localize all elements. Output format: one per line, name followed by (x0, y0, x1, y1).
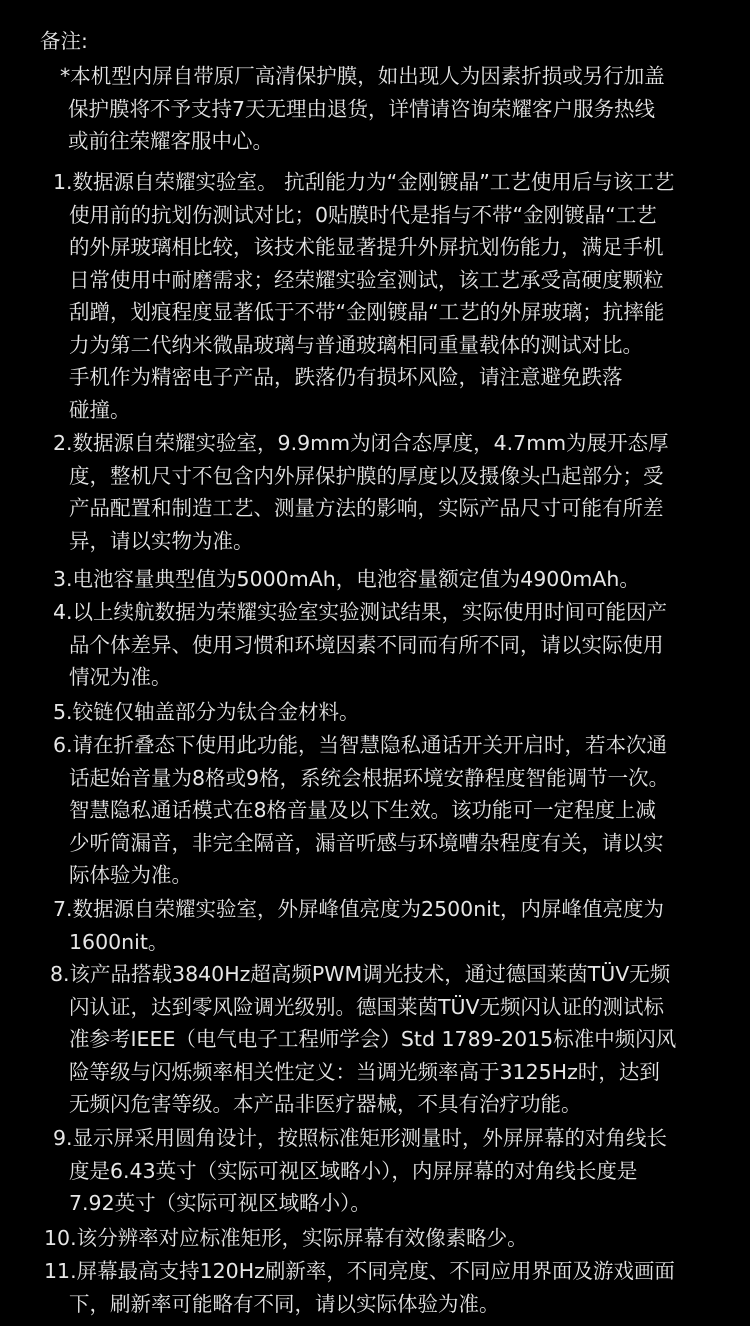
note-item-5 (53, 696, 750, 729)
note-line: 10.该分辨率对应标准矩形，实际屏幕有效像素略少。 (44, 1226, 528, 1250)
note-line: 碰撞。 (69, 397, 131, 422)
note-item-11 (44, 1255, 750, 1320)
note-line: 力为第二代纳米微晶玻璃与普通玻璃相同重量载体的测试对比。 (69, 332, 643, 357)
note-line: 度，整机尺寸不包含内外屏保护膜的厚度以及摄像头凸起部分；受 (69, 463, 664, 488)
note-line: 智慧隐私通话模式在8格音量及以下生效。该功能可一定程度上减 (69, 798, 657, 822)
note-line: 准参考IEEE（电气电子工程师学会）Std 1789-2015标准中频闪风 (69, 1027, 677, 1051)
note-line: 4.以上续航数据为荣耀实验室实验测试结果，实际使用时间可能因产 (53, 600, 668, 624)
note-line: 情况为准。 (69, 665, 172, 689)
note-preface (60, 60, 750, 158)
note-item-9 (53, 1122, 750, 1220)
note-line: 话起始音量为8格或9格，系统会根据环境安静程度智能调节一次。 (69, 765, 670, 790)
note-line: 日常使用中耐磨需求；经荣耀实验室测试，该工艺承受高硬度颗粒 (69, 267, 664, 292)
note-line: 无频闪危害等级。本产品非医疗器械，不具有治疗功能。 (69, 1092, 582, 1116)
note-line: *本机型内屏自带原厂高清保护膜，如出现人为因素折损或另行加盖 (60, 64, 665, 88)
note-line: 险等级与闪烁频率相关性定义：当调光频率高于3125Hz时，达到 (69, 1059, 660, 1084)
note-line: 1600nit。 (69, 929, 169, 954)
note-line: 8.该产品搭载3840Hz超高频PWM调光技术，通过德国莱茵TÜV无频 (50, 962, 671, 986)
note-line: 5.铰链仅轴盖部分为钛合金材料。 (53, 700, 360, 724)
note-item-3 (53, 563, 750, 596)
note-line: 保护膜将不予支持7天无理由退货，详情请咨询荣耀客户服务热线 (68, 96, 656, 121)
note-line: 11.屏幕最高支持120Hz刷新率，不同亮度、不同应用界面及游戏画面 (44, 1259, 675, 1283)
note-line: 3.电池容量典型值为5000mAh，电池容量额定值为4900mAh。 (53, 567, 640, 591)
note-line: 际体验为准。 (69, 863, 192, 887)
note-line: 异，请以实物为准。 (69, 528, 254, 553)
note-line: 刮蹭，划痕程度显著低于不带“金刚镀晶“工艺的外屏玻璃；抗摔能 (69, 300, 665, 324)
note-item-6 (53, 729, 750, 892)
note-line: 2.数据源自荣耀实验室，9.9mm为闭合态厚度，4.7mm为展开态厚 (53, 431, 669, 455)
note-line: 6.请在折叠态下使用此功能，当智慧隐私通话开关开启时，若本次通 (53, 733, 668, 757)
note-line: 下，刷新率可能略有不同，请以实际体验为准。 (69, 1291, 500, 1316)
note-line: 7.92英寸（实际可视区域略小）。 (69, 1191, 371, 1215)
note-line: 手机作为精密电子产品，跌落仍有损坏风险，请注意避免跌落 (69, 365, 623, 389)
note-line: 闪认证，达到零风险调光级别。德国莱茵TÜV无频闪认证的测试标 (69, 994, 665, 1019)
note-line: 少听筒漏音，非完全隔音，漏音听感与环境嘈杂程度有关，请以实 (69, 830, 664, 855)
note-line: 品个体差异、使用习惯和环境因素不同而有所不同，请以实际使用 (69, 632, 664, 657)
note-item-7 (53, 893, 750, 958)
note-item-4 (53, 596, 750, 694)
note-item-8 (50, 958, 750, 1121)
note-line: 产品配置和制造工艺、测量方法的影响，实际产品尺寸可能有所差 (69, 496, 664, 520)
note-line: 的外屏玻璃相比较，该技术能显著提升外屏抗划伤能力，满足手机 (69, 235, 664, 259)
note-item-2 (53, 427, 750, 557)
note-item-1 (53, 166, 750, 426)
note-line: 或前往荣耀客服中心。 (68, 129, 273, 153)
notes-title: 备注: (40, 29, 88, 53)
note-line: 1.数据源自荣耀实验室。 抗刮能力为“金刚镀晶”工艺使用后与该工艺 (53, 170, 675, 194)
note-line: 7.数据源自荣耀实验室，外屏峰值亮度为2500nit，内屏峰值亮度为 (53, 897, 664, 921)
note-line: 9.显示屏采用圆角设计，按照标准矩形测量时，外屏屏幕的对角线长 (53, 1126, 668, 1150)
note-line: 使用前的抗划伤测试对比；0贴膜时代是指与不带“金刚镀晶“工艺 (69, 202, 657, 227)
note-item-10 (44, 1222, 750, 1255)
note-line: 度是6.43英寸（实际可视区域略小），内屏屏幕的对角线长度是 (69, 1158, 638, 1183)
